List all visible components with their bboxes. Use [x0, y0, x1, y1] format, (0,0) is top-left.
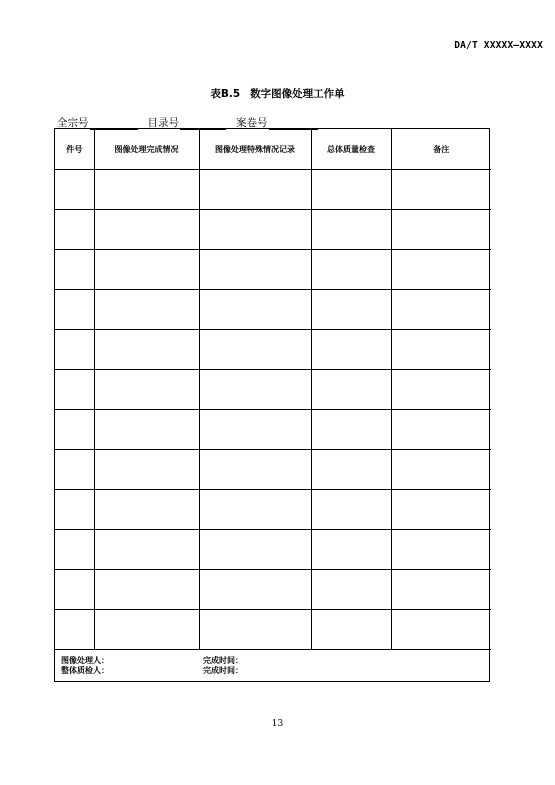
- special-record-cell[interactable]: [199, 490, 311, 530]
- page-number: 13: [271, 719, 284, 729]
- item-no-cell[interactable]: [55, 450, 94, 490]
- remarks-cell[interactable]: [391, 610, 491, 650]
- signature-footer: [55, 650, 489, 681]
- completion-cell[interactable]: [94, 410, 199, 450]
- quality-check-cell[interactable]: [311, 610, 391, 650]
- special-record-cell[interactable]: [199, 290, 311, 330]
- table-row: [55, 330, 491, 370]
- item-no-cell[interactable]: [55, 530, 94, 570]
- remarks-cell[interactable]: [391, 570, 491, 610]
- work-sheet-form: [54, 128, 490, 682]
- page-title: [0, 86, 555, 101]
- remarks-cell[interactable]: [391, 170, 491, 210]
- special-record-cell[interactable]: [199, 370, 311, 410]
- item-no-cell[interactable]: [55, 210, 94, 250]
- completion-cell[interactable]: [94, 490, 199, 530]
- table-row: [55, 490, 491, 530]
- remarks-cell[interactable]: [391, 250, 491, 290]
- completion-cell[interactable]: [94, 330, 199, 370]
- remarks-cell[interactable]: [391, 330, 491, 370]
- table-row: [55, 290, 491, 330]
- table-title: 数字图像处理工作单: [250, 88, 345, 100]
- table-row: [55, 570, 491, 610]
- item-no-cell[interactable]: [55, 250, 94, 290]
- table-row: [55, 370, 491, 410]
- quality-check-cell[interactable]: [311, 170, 391, 210]
- processor-time-label: 完成时间：: [203, 656, 243, 665]
- item-no-cell[interactable]: [55, 610, 94, 650]
- item-no-cell[interactable]: [55, 170, 94, 210]
- item-no-cell[interactable]: [55, 290, 94, 330]
- remarks-cell[interactable]: [391, 450, 491, 490]
- special-record-cell[interactable]: [199, 250, 311, 290]
- remarks-cell[interactable]: [391, 490, 491, 530]
- quality-check-cell[interactable]: [311, 370, 391, 410]
- quality-check-cell[interactable]: [311, 570, 391, 610]
- table-row: [55, 610, 491, 650]
- column-header-quality-check: 总体质量检查: [311, 129, 391, 170]
- table-row: [55, 450, 491, 490]
- catalog-label: 目录号: [147, 117, 179, 129]
- standard-code: DA/T XXXXX—XXXX: [454, 40, 543, 51]
- column-header-remarks: 备注: [391, 129, 491, 170]
- processor-label: 图像处理人：: [61, 656, 109, 665]
- quality-check-cell[interactable]: [311, 210, 391, 250]
- completion-cell[interactable]: [94, 530, 199, 570]
- remarks-cell[interactable]: [391, 370, 491, 410]
- completion-cell[interactable]: [94, 450, 199, 490]
- special-record-cell[interactable]: [199, 210, 311, 250]
- quality-check-cell[interactable]: [311, 330, 391, 370]
- column-header-item-no: 件号: [55, 129, 94, 170]
- completion-cell[interactable]: [94, 210, 199, 250]
- special-record-cell[interactable]: [199, 170, 311, 210]
- inspector-time-label: 完成时间：: [203, 666, 243, 675]
- completion-cell[interactable]: [94, 290, 199, 330]
- inspector-label: 整体质检人：: [61, 666, 109, 675]
- quality-check-cell[interactable]: [311, 530, 391, 570]
- item-no-cell[interactable]: [55, 570, 94, 610]
- fonds-label: 全宗号: [57, 117, 89, 129]
- completion-cell[interactable]: [94, 170, 199, 210]
- table-row: [55, 410, 491, 450]
- special-record-cell[interactable]: [199, 410, 311, 450]
- special-record-cell[interactable]: [199, 610, 311, 650]
- special-record-cell[interactable]: [199, 450, 311, 490]
- remarks-cell[interactable]: [391, 290, 491, 330]
- item-no-cell[interactable]: [55, 330, 94, 370]
- item-no-cell[interactable]: [55, 410, 94, 450]
- completion-cell[interactable]: [94, 570, 199, 610]
- remarks-cell[interactable]: [391, 210, 491, 250]
- table-row: [55, 250, 491, 290]
- quality-check-cell[interactable]: [311, 490, 391, 530]
- processor-row: [61, 656, 489, 666]
- quality-check-cell[interactable]: [311, 450, 391, 490]
- item-no-cell[interactable]: [55, 370, 94, 410]
- table-number: 表B.5: [210, 88, 241, 100]
- special-record-cell[interactable]: [199, 530, 311, 570]
- completion-cell[interactable]: [94, 250, 199, 290]
- completion-cell[interactable]: [94, 370, 199, 410]
- completion-cell[interactable]: [94, 610, 199, 650]
- item-no-cell[interactable]: [55, 490, 94, 530]
- special-record-cell[interactable]: [199, 330, 311, 370]
- table-row: [55, 210, 491, 250]
- column-header-completion: 图像处理完成情况: [94, 129, 199, 170]
- special-record-cell[interactable]: [199, 570, 311, 610]
- quality-check-cell[interactable]: [311, 290, 391, 330]
- quality-check-cell[interactable]: [311, 410, 391, 450]
- table-body: [55, 170, 491, 650]
- header-row: [55, 129, 491, 170]
- table-row: [55, 170, 491, 210]
- remarks-cell[interactable]: [391, 530, 491, 570]
- table-row: [55, 530, 491, 570]
- remarks-cell[interactable]: [391, 410, 491, 450]
- file-label: 案卷号: [236, 117, 268, 129]
- quality-check-cell[interactable]: [311, 250, 391, 290]
- column-header-special-record: 图像处理特殊情况记录: [199, 129, 311, 170]
- work-sheet-table: [55, 129, 491, 650]
- inspector-row: [61, 666, 489, 676]
